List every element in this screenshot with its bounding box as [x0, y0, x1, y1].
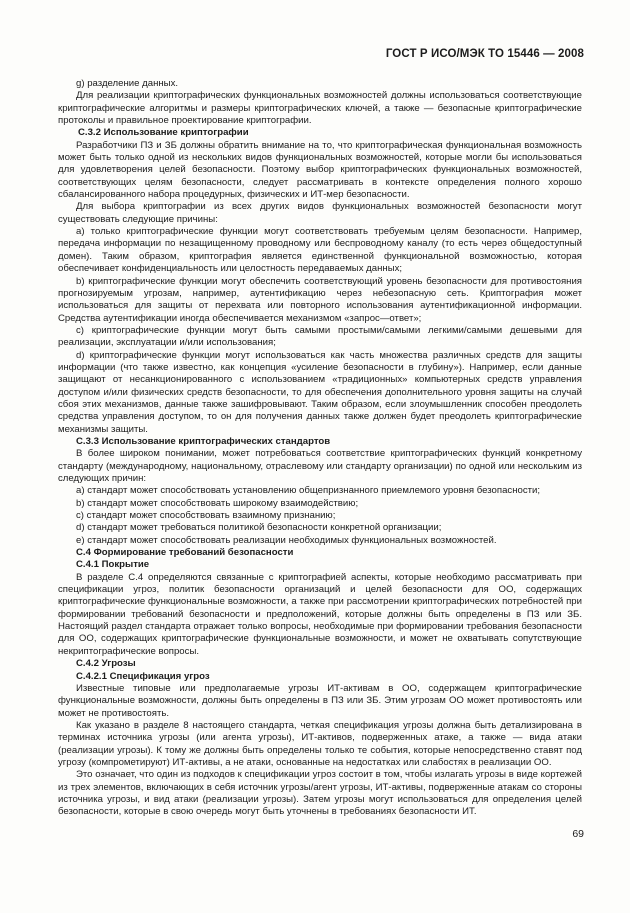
list-item: е) стандарт может способствовать реализации необходимых функциональных возможностей. [76, 534, 497, 546]
paragraph: В разделе С.4 определяются связанные с криптографией аспекты, которые необходимо рассматривать при спецификации угроз, политик безопасности организаций и целей безопасности для ОО, содержащих криптографические функциональные возможности, а также при рассмотрении криптографических потребностей при формировании требований безопасности и предположений, которые должны быть определены в ПЗ или ЗБ. Настоящий раздел стандарта отражает только вопросы, необходимые при формировании требования безопасности для ОО, содержащих криптографические функциональные возможности, и может не охватывать сопутствующие некриптографические вопросы. [58, 571, 582, 657]
list-item: d) криптографические функции могут использоваться как часть множества различных средств для защиты информации (что также известно, как концепция «усиление безопасности в глубину»). Например, если данные защищают от несанкционированного с использованием «традиционных» компьютерных средств управления доступом и/или физических средств безопасности, то для обеспечения дополнительного уровня защиты на случай сбоя этих механизмов, данные также зашифровывают. Таким образом, если злоумышленник способен преодолеть средства управления доступом, то он для получения данных также должен будет преодолеть криптографические механизмы защиты. [58, 349, 582, 435]
paragraph: Это означает, что один из подходов к спецификации угроз состоит в том, чтобы излагать угрозы в виде кортежей из трех элементов, включающих в себя источник угрозы/агент угрозы, ИТ-активы, подверженные атакам со стороны источника угрозы, и вид атаки (реализации угрозы). Затем угрозы могут использоваться для определения целей безопасности, которые в свою очередь могут быть уточнены в требованиях безопасности ИТ. [58, 769, 582, 818]
list-item: g) разделение данных. [76, 78, 179, 89]
paragraph: Для реализации криптографических функциональных возможностей должны использоваться соответствующие криптографические алгоритмы и размеры криптографических ключей, а также — безопасные криптографические протоколы и правильное проектирование криптографии. [58, 90, 582, 127]
section-heading: С.4.2 Угрозы [76, 658, 136, 670]
paragraph: Известные типовые или предполагаемые угрозы ИТ-активам в ОО, содержащем криптографические функциональные возможности, должны быть определены в ПЗ или ЗБ. Этим угрозам ОО может противостоять или может не противостоять. [58, 682, 582, 719]
section-heading: С.4 Формирование требований безопасности [76, 547, 294, 559]
list-item: d) стандарт может требоваться политикой безопасности конкретной организации; [76, 522, 442, 534]
paragraph: В более широком понимании, может потребоваться соответствие криптографических функций конкретному стандарту (международному, национальному, отраслевому или стандарту организации) по одной или нескольким из следующих причин: [58, 448, 582, 484]
list-item: b) стандарт может способствовать широкому взаимодействию; [76, 497, 359, 509]
section-heading: С.3.2 Использование криптографии [78, 127, 249, 139]
page-number: 69 [572, 828, 584, 840]
list-item: а) только криптографические функции могут соответствовать требуемым целям безопасности. Например, передача информации по незащищенному проводному или беспроводному каналу (то есть через общедоступный домен). Таким образом, криптография является единственной функциональной возможностью, которая обеспечивает конфиденциальность или целостность передаваемых данных; [58, 226, 582, 275]
list-item: а) стандарт может способствовать установлению общепризнанного приемлемого уровня безопасности; [76, 485, 541, 497]
list-item: с) криптографические функции могут быть самыми простыми/самыми легкими/самыми дешевыми для реализации, эксплуатации и/или использования; [58, 324, 582, 349]
list-item: b) криптографические функции могут обеспечить соответствующий уровень безопасности для противостояния прогнозируемым угрозам, например, аутентификацию через небезопасную сеть. Криптография может использоваться для защиты от перехвата или повторного использования аутентификационной информации. Средства аутентификации иногда обеспечивается механизмом «запрос—ответ»; [58, 275, 582, 324]
standard-header: ГОСТ Р ИСО/МЭК ТО 15446 — 2008 [385, 48, 584, 60]
section-heading: С.4.1 Покрытие [76, 559, 150, 571]
paragraph: Разработчики ПЗ и ЗБ должны обратить внимание на то, что криптографическая функциональная возможность может быть только одной из нескольких видов функциональных возможностей, которые могли бы использоваться для удовлетворения целей безопасности. Поэтому выбор криптографических функциональных возможностей, соответствующих целям безопасности, следует рассматривать в контексте определения полного хорошо сбалансированного набора процедурных, физических и ИТ-мер безопасности. [58, 139, 582, 201]
list-item: с) стандарт может способствовать взаимному признанию; [76, 510, 336, 522]
document-body [58, 78, 582, 819]
paragraph: Для выбора криптографии из всех других видов функциональных возможностей безопасности могут существовать следующие причины: [58, 201, 582, 225]
section-heading: С.3.3 Использование криптографических стандартов [76, 435, 331, 447]
section-heading: С.4.2.1 Спецификация угроз [76, 670, 210, 682]
paragraph: Как указано в разделе 8 настоящего стандарта, четкая спецификация угрозы должна быть детализирована в терминах источника угрозы (или агента угрозы), ИТ-активов, подверженных атаке, а также — вида атаки (реализации угрозы). К тому же должны быть определены только те события, которые непосредственно ставят под угрозу (компрометируют) ИТ-активы, а не атаки, основанные на недостатках или слабостях в реализации ОО. [58, 719, 582, 768]
